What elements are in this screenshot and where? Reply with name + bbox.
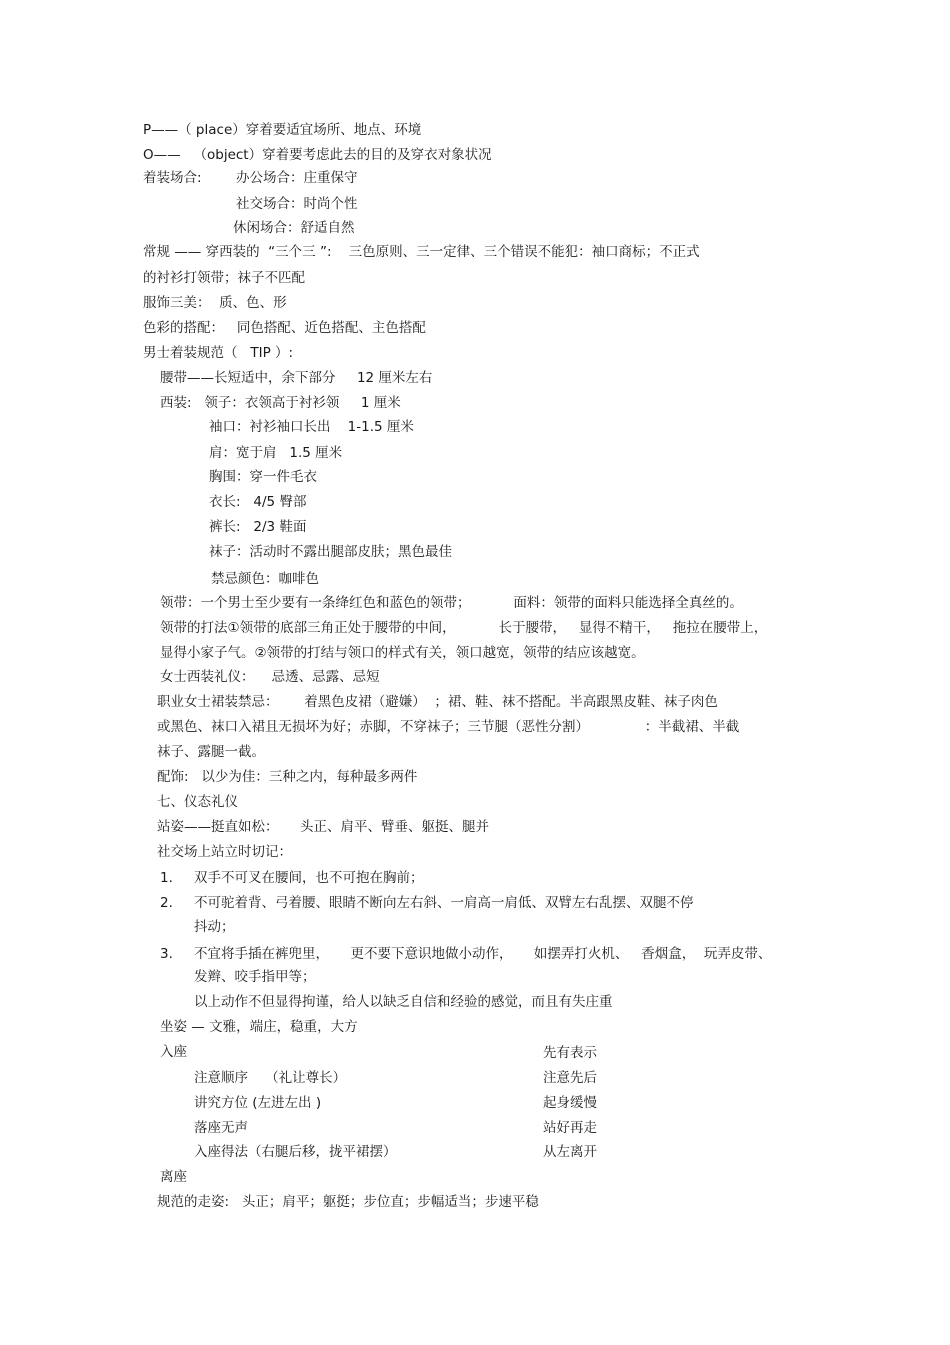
text-line: 袜子、露腿一截。 [157,744,265,760]
text-line: 色彩的搭配： 同色搭配、近色搭配、主色搭配 [143,320,426,336]
text-line: 裤长: 2/3 鞋面 [209,519,307,535]
text-line: 从左离开 [543,1144,597,1160]
text-line: 办公场合：庄重保守 [236,170,358,186]
text-line: 衣长: 4/5 臀部 [209,494,307,510]
text-line: 胸围：穿一件毛衣 [209,469,317,485]
text-line: P——（ place）穿着要适宜场所、地点、环境 [143,122,422,138]
text-line: 入座 [160,1044,187,1060]
text-line: 站好再走 [543,1120,597,1136]
text-line: 社交场上站立时切记： [157,844,292,860]
text-line: 1. [160,870,173,886]
text-line: 起身缓慢 [543,1095,597,1111]
text-line: 以上动作不但显得拘谨，给人以缺乏自信和经验的感觉，而且有失庄重 [194,994,613,1010]
text-line: 社交场合：时尚个性 [236,196,358,212]
text-line: 坐姿 — 文雅，端庄，稳重，大方 [160,1019,358,1035]
text-line: 西装: 领子：衣领高于衬衫领 1 厘米 [160,395,401,411]
text-line: 袜子：活动时不露出腿部皮肤；黑色最佳 [209,544,452,560]
text-line: 离座 [160,1169,187,1185]
text-line: 或黑色、袜口入裙且无损坏为好；赤脚，不穿袜子；三节腿（恶性分割） ：半截裙、半截 [157,719,740,735]
text-line: 男士着装规范（ TIP ）: [143,345,294,361]
text-line: 发辫、咬手指甲等； [194,969,316,985]
text-line: 2. [160,895,173,911]
text-line: 不宜将手插在裤兜里， 更不要下意识地做小动作， 如摆弄打火机、 香烟盒， 玩弄皮带、 [194,946,772,962]
text-line: 注意先后 [543,1070,597,1086]
text-line: 常规 —— 穿西装的 “三个三 ”: 三色原则、三一定律、三个错误不能犯：袖口商标；不正式 [143,244,700,260]
text-line: 领带的打法①领带的底部三角正处于腰带的中间， 长于腰带， 显得不精干， 拖拉在腰带上， [160,620,768,636]
text-line: 入座得法（右腿后移，拢平裙摆） [194,1144,397,1160]
text-line: 讲究方位 (左进左出 ) [194,1095,322,1111]
text-line: 配饰: 以少为佳：三种之内，每种最多两件 [157,769,418,785]
text-line: 3. [160,946,173,962]
text-line: 职业女士裙装禁忌： 着黑色皮裙（避嫌） ；裙、鞋、袜不搭配。半高跟黑皮鞋、袜子肉色 [157,694,718,710]
text-line: 双手不可叉在腰间，也不可抱在胸前； [194,870,424,886]
text-line: 禁忌颜色：咖啡色 [211,571,319,587]
text-line: 显得小家子气。②领带的打结与领口的样式有关，领口越宽，领带的结应该越宽。 [160,645,645,661]
text-line: 休闲场合：舒适自然 [233,220,355,236]
text-line: 注意顺序 （礼让尊长） [194,1070,347,1086]
text-line: 先有表示 [543,1045,597,1061]
text-line: 规范的走姿: 头正；肩平；躯挺；步位直；步幅适当；步速平稳 [157,1194,539,1210]
text-line: 着装场合: [143,170,202,186]
text-line: 肩：宽于肩 1.5 厘米 [209,445,343,461]
text-line: 不可驼着背、弓着腰、眼睛不断向左右斜、一肩高一肩低、双臂左右乱摆、双腿不停 [194,895,694,911]
text-line: 服饰三美： 质、色、形 [143,295,287,311]
text-line: 腰带——长短适中，余下部分 12 厘米左右 [160,370,433,386]
text-line: 站姿——挺直如松： 头正、肩平、臂垂、躯挺、腿并 [157,819,489,835]
text-line: 的衬衫打领带；袜子不匹配 [143,270,305,286]
text-line: 抖动； [194,919,235,935]
text-line: 袖口：衬衫袖口长出 1-1.5 厘米 [209,419,414,435]
text-line: 落座无声 [194,1120,248,1136]
text-line: 女士西装礼仪： 忌透、忌露、忌短 [160,669,380,685]
text-line: O—— （object）穿着要考虑此去的目的及穿衣对象状况 [143,147,492,163]
text-line: 七、仪态礼仪 [157,794,238,810]
text-line: 领带：一个男士至少要有一条绛红色和蓝色的领带； 面料：领带的面料只能选择全真丝的。 [160,595,743,611]
